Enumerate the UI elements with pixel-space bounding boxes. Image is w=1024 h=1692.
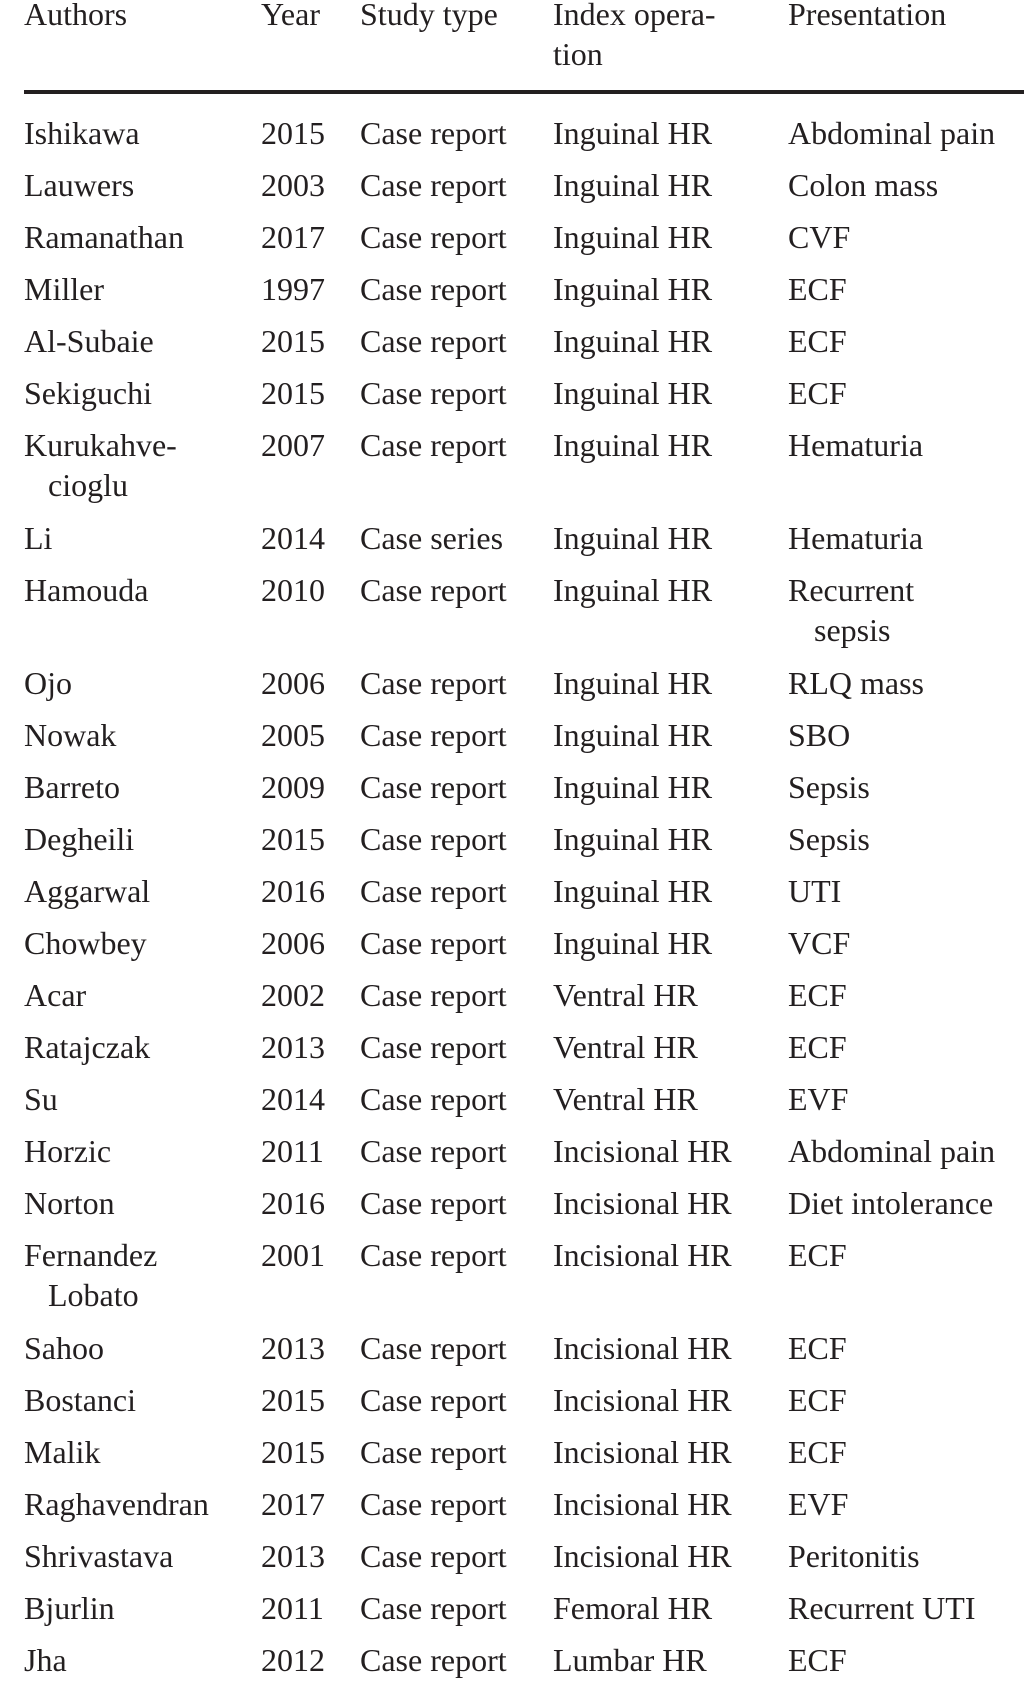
header-index-operation-line2: tion — [553, 36, 603, 72]
cell-author — [24, 767, 120, 807]
cell-year: 2011 — [261, 1133, 324, 1169]
cell-author — [24, 1183, 115, 1223]
cell-study-type: Case report — [360, 427, 507, 463]
header-index-operation — [553, 0, 716, 74]
cell-year: 2014 — [261, 1081, 325, 1117]
cell-index-operation: Incisional HR — [553, 1330, 732, 1366]
cell-presentation-text: ECF — [788, 375, 847, 411]
cell-index-operation: Inguinal HR — [553, 717, 713, 753]
cell-study-type: Case report — [360, 1642, 507, 1678]
cell-author-text: Su — [24, 1081, 58, 1117]
cell-index-operation: Incisional HR — [553, 1538, 732, 1574]
cell-author-text: Sekiguchi — [24, 375, 152, 411]
cell-study-type: Case report — [360, 1029, 507, 1065]
cell-presentation — [788, 1640, 847, 1680]
cell-presentation — [788, 663, 924, 703]
cell-study-type: Case report — [360, 1133, 507, 1169]
cell-author — [24, 663, 72, 703]
cell-study-type: Case report — [360, 323, 507, 359]
cell-presentation — [788, 165, 938, 205]
cell-presentation — [788, 923, 850, 963]
cell-author — [24, 1432, 100, 1472]
cell-presentation — [788, 975, 847, 1015]
cell-author — [24, 1328, 104, 1368]
cell-index-operation: Lumbar HR — [553, 1642, 707, 1678]
cell-year: 2016 — [261, 1185, 325, 1221]
cell-index-operation: Ventral HR — [553, 1081, 698, 1117]
cell-presentation — [788, 1328, 847, 1368]
cell-year: 2013 — [261, 1330, 325, 1366]
cell-presentation-text: ECF — [788, 1642, 847, 1678]
cell-presentation — [788, 321, 847, 361]
cell-index-operation: Incisional HR — [553, 1434, 732, 1470]
cell-presentation — [788, 269, 847, 309]
cell-year: 2015 — [261, 1382, 325, 1418]
cell-author-text: Kurukahve- — [24, 427, 177, 463]
cell-author — [24, 518, 52, 558]
cell-author — [24, 1131, 111, 1171]
cell-author — [24, 1588, 115, 1628]
cell-study-type: Case report — [360, 665, 507, 701]
cell-presentation-continuation: sepsis — [814, 612, 891, 648]
cell-presentation — [788, 1235, 847, 1275]
cell-presentation-text: ECF — [788, 977, 847, 1013]
cell-author-text: Ramanathan — [24, 219, 184, 255]
cell-year: 2015 — [261, 115, 325, 151]
cell-index-operation: Inguinal HR — [553, 873, 713, 909]
cell-study-type: Case report — [360, 873, 507, 909]
cell-index-operation: Incisional HR — [553, 1237, 732, 1273]
cell-author-text: Bjurlin — [24, 1590, 115, 1626]
cell-presentation-text: Sepsis — [788, 769, 870, 805]
cell-year: 2002 — [261, 977, 325, 1013]
cell-year: 2003 — [261, 167, 325, 203]
cell-author — [24, 871, 150, 911]
cell-presentation-text: ECF — [788, 323, 847, 359]
header-authors: Authors — [24, 0, 128, 32]
cell-author-text: Lauwers — [24, 167, 135, 203]
cell-index-operation: Ventral HR — [553, 1029, 698, 1065]
cell-study-type: Case report — [360, 977, 507, 1013]
cell-author — [24, 321, 154, 361]
cell-author — [24, 373, 152, 413]
cell-presentation-text: Sepsis — [788, 821, 870, 857]
cell-presentation-text: EVF — [788, 1486, 849, 1522]
cell-year: 2015 — [261, 323, 325, 359]
cell-presentation-text: ECF — [788, 1330, 847, 1366]
cell-author — [24, 165, 134, 205]
cell-study-type: Case report — [360, 572, 507, 608]
cell-index-operation: Inguinal HR — [553, 665, 713, 701]
cell-author-text: Norton — [24, 1185, 115, 1221]
cell-author-text: Ratajczak — [24, 1029, 151, 1065]
cell-index-operation: Ventral HR — [553, 977, 698, 1013]
header-rule — [24, 90, 1024, 94]
cell-study-type: Case report — [360, 1538, 507, 1574]
cell-index-operation: Inguinal HR — [553, 167, 713, 203]
cell-author — [24, 1027, 150, 1067]
cell-author-text: Sahoo — [24, 1330, 104, 1366]
cell-index-operation: Inguinal HR — [553, 520, 713, 556]
cell-presentation — [788, 767, 870, 807]
cell-author — [24, 1079, 58, 1119]
header-year: Year — [261, 0, 320, 32]
cell-study-type: Case report — [360, 167, 507, 203]
cell-presentation — [788, 1079, 848, 1119]
cell-study-type: Case report — [360, 1486, 507, 1522]
cell-presentation — [788, 1536, 920, 1576]
cell-index-operation: Inguinal HR — [553, 925, 713, 961]
cell-author-text: Degheili — [24, 821, 135, 857]
cell-year: 2015 — [261, 821, 325, 857]
cell-presentation-text: SBO — [788, 717, 851, 753]
cell-author — [24, 269, 104, 309]
cell-author-text: Barreto — [24, 769, 120, 805]
header-presentation: Presentation — [788, 0, 947, 32]
cell-presentation-text: Recurrent — [788, 572, 915, 608]
cell-index-operation: Incisional HR — [553, 1486, 732, 1522]
cell-year: 1997 — [261, 271, 325, 307]
cell-presentation — [788, 819, 870, 859]
cell-author-text: Bostanci — [24, 1382, 136, 1418]
cell-index-operation: Incisional HR — [553, 1185, 732, 1221]
cell-author — [24, 1484, 209, 1524]
cell-year: 2012 — [261, 1642, 325, 1678]
cell-presentation-text: Hematuria — [788, 427, 924, 463]
cell-presentation — [788, 518, 923, 558]
cell-presentation-text: ECF — [788, 1237, 847, 1273]
cell-year: 2007 — [261, 427, 325, 463]
cell-year: 2013 — [261, 1538, 325, 1574]
cell-index-operation: Inguinal HR — [553, 375, 713, 411]
cell-year: 2015 — [261, 375, 325, 411]
cell-author — [24, 1235, 157, 1315]
cell-presentation-text: ECF — [788, 271, 847, 307]
cell-study-type: Case report — [360, 925, 507, 961]
cell-presentation — [788, 373, 847, 413]
cell-presentation — [788, 570, 914, 650]
cell-index-operation: Inguinal HR — [553, 219, 713, 255]
cell-index-operation: Incisional HR — [553, 1133, 732, 1169]
cell-study-type: Case report — [360, 219, 507, 255]
cell-author — [24, 570, 148, 610]
header-study-type: Study type — [360, 0, 498, 32]
cell-presentation-text: Colon mass — [788, 167, 939, 203]
cell-author — [24, 1536, 173, 1576]
cell-year: 2017 — [261, 1486, 325, 1522]
cell-study-type: Case report — [360, 717, 507, 753]
cell-study-type: Case report — [360, 1330, 507, 1366]
cell-presentation — [788, 1183, 993, 1223]
cell-presentation — [788, 1484, 848, 1524]
cell-year: 2013 — [261, 1029, 325, 1065]
cell-presentation-text: Peritonitis — [788, 1538, 920, 1574]
cell-study-type: Case series — [360, 520, 504, 556]
header-index-operation-line1: Index opera- — [553, 0, 716, 32]
cell-presentation-text: Diet intolerance — [788, 1185, 994, 1221]
cell-presentation-text: CVF — [788, 219, 851, 255]
cell-study-type: Case report — [360, 1185, 507, 1221]
cell-study-type: Case report — [360, 1434, 507, 1470]
cell-study-type: Case report — [360, 769, 507, 805]
cell-presentation — [788, 1027, 847, 1067]
cell-author-text: Hamouda — [24, 572, 149, 608]
cell-presentation-text: ECF — [788, 1382, 847, 1418]
cell-year: 2001 — [261, 1237, 325, 1273]
cell-author — [24, 217, 184, 257]
cell-study-type: Case report — [360, 375, 507, 411]
cell-study-type: Case report — [360, 1382, 507, 1418]
cell-index-operation: Incisional HR — [553, 1382, 732, 1418]
cell-author-text: Jha — [24, 1642, 67, 1678]
cell-presentation — [788, 1131, 995, 1171]
cell-author-continuation: Lobato — [48, 1277, 139, 1313]
cell-presentation-text: ECF — [788, 1029, 847, 1065]
cell-study-type: Case report — [360, 1081, 507, 1117]
cell-study-type: Case report — [360, 271, 507, 307]
cell-study-type: Case report — [360, 115, 507, 151]
cell-presentation — [788, 1432, 847, 1472]
cell-presentation-text: VCF — [788, 925, 851, 961]
cell-author-text: Fernandez — [24, 1237, 158, 1273]
cell-author-text: Aggarwal — [24, 873, 151, 909]
cell-index-operation: Inguinal HR — [553, 427, 713, 463]
cell-year: 2015 — [261, 1434, 325, 1470]
cell-author — [24, 975, 86, 1015]
cell-presentation — [788, 715, 850, 755]
cell-index-operation: Femoral HR — [553, 1590, 713, 1626]
cell-index-operation: Inguinal HR — [553, 323, 713, 359]
cell-author — [24, 1640, 67, 1680]
cell-author — [24, 923, 147, 963]
cell-year: 2006 — [261, 925, 325, 961]
cell-year: 2005 — [261, 717, 325, 753]
cell-presentation-text: Recurrent UTI — [788, 1590, 976, 1626]
cell-author — [24, 113, 140, 153]
cell-year: 2016 — [261, 873, 325, 909]
cell-presentation-text: Hematuria — [788, 520, 924, 556]
cell-author — [24, 819, 134, 859]
cell-presentation — [788, 1380, 847, 1420]
cell-author-text: Al-Subaie — [24, 323, 154, 359]
cell-author-text: Ojo — [24, 665, 72, 701]
cell-presentation-text: UTI — [788, 873, 842, 909]
cell-year: 2014 — [261, 520, 325, 556]
table-header — [0, 0, 1024, 90]
cell-presentation-text: RLQ mass — [788, 665, 924, 701]
cell-year: 2009 — [261, 769, 325, 805]
cell-study-type: Case report — [360, 1590, 507, 1626]
cell-author-text: Li — [24, 520, 53, 556]
cell-author — [24, 715, 116, 755]
cell-author-text: Raghavendran — [24, 1486, 209, 1522]
cell-study-type: Case report — [360, 1237, 507, 1273]
cell-year: 2011 — [261, 1590, 324, 1626]
cell-author-text: Horzic — [24, 1133, 112, 1169]
cell-author-text: Malik — [24, 1434, 101, 1470]
cell-author-text: Nowak — [24, 717, 117, 753]
cell-year: 2017 — [261, 219, 325, 255]
cell-presentation — [788, 1588, 975, 1628]
cell-author-continuation: cioglu — [48, 467, 128, 503]
cell-study-type: Case report — [360, 821, 507, 857]
cell-year: 2006 — [261, 665, 325, 701]
cell-author-text: Acar — [24, 977, 87, 1013]
cell-index-operation: Inguinal HR — [553, 115, 713, 151]
cell-author-text: Chowbey — [24, 925, 147, 961]
cell-author-text: Miller — [24, 271, 104, 307]
cell-presentation — [788, 425, 923, 465]
cell-presentation — [788, 871, 841, 911]
cell-presentation — [788, 113, 995, 153]
cell-author-text: Shrivastava — [24, 1538, 174, 1574]
cell-presentation-text: Abdominal pain — [788, 115, 996, 151]
cell-index-operation: Inguinal HR — [553, 769, 713, 805]
cell-index-operation: Inguinal HR — [553, 821, 713, 857]
cell-index-operation: Inguinal HR — [553, 271, 713, 307]
cell-author — [24, 1380, 136, 1420]
cell-presentation — [788, 217, 850, 257]
cell-year: 2010 — [261, 572, 325, 608]
cell-presentation-text: Abdominal pain — [788, 1133, 996, 1169]
cell-author-text: Ishikawa — [24, 115, 140, 151]
cell-presentation-text: ECF — [788, 1434, 847, 1470]
cell-presentation-text: EVF — [788, 1081, 849, 1117]
cell-index-operation: Inguinal HR — [553, 572, 713, 608]
cell-author — [24, 425, 177, 505]
